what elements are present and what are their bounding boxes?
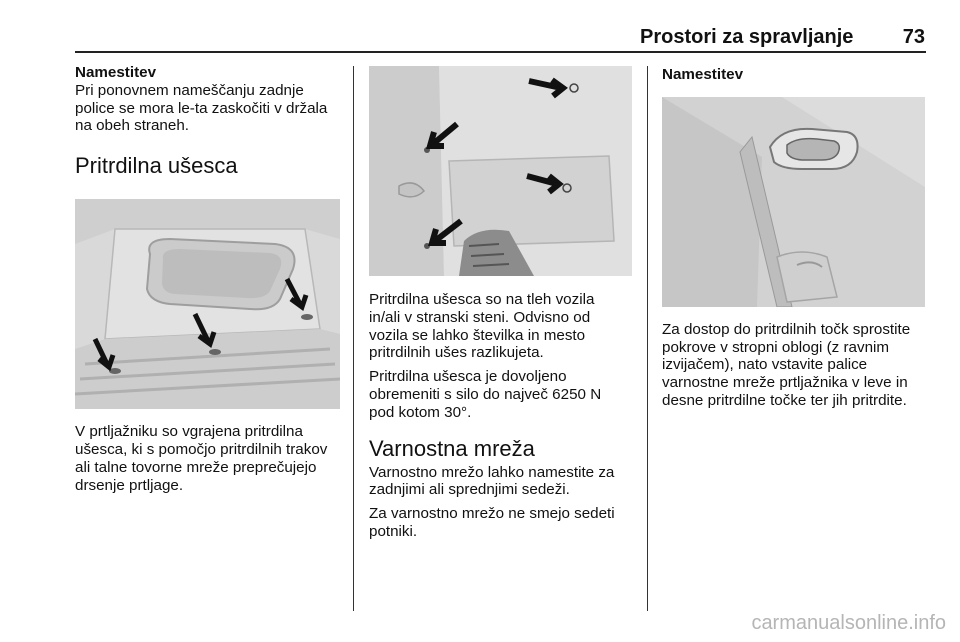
middle-paragraph-1 xyxy=(369,291,633,362)
text-line: ali talne tovorne mreže preprečujejo xyxy=(75,458,317,476)
text-line: Pri ponovnem nameščanju zadnje xyxy=(75,81,304,99)
section-title-safety-net: Varnostna mreža xyxy=(369,435,535,461)
text-line: pokrove v stropni oblogi (z ravnim xyxy=(662,338,890,356)
middle-paragraph-2 xyxy=(369,368,633,421)
figure-side-wall-anchors xyxy=(369,66,632,276)
middle-paragraph-3 xyxy=(369,464,633,500)
text-line: Za dostop do pritrdilnih točk sprostite xyxy=(662,320,911,338)
text-line: izvijačem), nato vstavite palice xyxy=(662,356,868,374)
text-line: zadnjimi ali sprednjimi sedeži. xyxy=(369,481,570,499)
cargo-floor-illustration xyxy=(75,199,340,409)
text-line: police se mora le-ta zaskočiti v držala xyxy=(75,99,328,117)
text-line: ušesca, ki s pomočjo pritrdilnih trakov xyxy=(75,440,328,458)
header-rule xyxy=(75,51,926,53)
roof-anchor-illustration xyxy=(662,97,925,307)
side-wall-illustration xyxy=(369,66,632,276)
page-header-title: Prostori za spravljanje xyxy=(640,26,854,48)
text-line: Pritrdilna ušesca so na tleh vozila xyxy=(369,291,595,308)
page-number: 73 xyxy=(902,26,925,48)
figure-cargo-floor-anchors xyxy=(75,199,340,409)
right-paragraph-1 xyxy=(662,321,928,410)
text-line: in/ali v stranski steni. Odvisno od xyxy=(369,308,591,326)
text-line: potniki. xyxy=(369,522,418,540)
text-line: vozila se lahko številka in mesto xyxy=(369,326,586,344)
text-line: desne pritrdilne točke ter jih pritrdite. xyxy=(662,391,907,409)
section-title-anchor-points: Pritrdilna ušesca xyxy=(75,153,238,179)
column-divider-left xyxy=(353,66,354,611)
right-subheading: Namestitev xyxy=(662,66,744,83)
text-line: varnostne mreže prtljažnika v leve in xyxy=(662,374,908,392)
text-line: Varnostno mrežo lahko namestite za xyxy=(369,463,615,481)
left-column xyxy=(75,64,341,500)
text-line: Za varnostno mrežo ne smejo sedeti xyxy=(369,505,615,523)
figure-roof-anchor-cover xyxy=(662,97,925,307)
left-paragraph-2 xyxy=(75,423,341,494)
text-line: V prtljažniku so vgrajena pritrdilna xyxy=(75,423,303,441)
left-subheading: Namestitev xyxy=(75,64,157,81)
text-line: na obeh straneh. xyxy=(75,117,189,135)
middle-paragraph-4 xyxy=(369,505,633,541)
right-column xyxy=(662,66,928,416)
middle-column xyxy=(369,66,633,547)
text-line: drsenje prtljage. xyxy=(75,476,184,494)
left-paragraph-1 xyxy=(75,82,341,135)
column-divider-right xyxy=(647,66,648,611)
text-line: pritrdilnih ušes razlikujeta. xyxy=(369,344,544,362)
text-line: pod kotom 30°. xyxy=(369,403,472,421)
watermark-text: carmanualsonline.info xyxy=(751,612,946,634)
text-line: Pritrdilna ušesca je dovoljeno xyxy=(369,368,567,386)
text-line: obremeniti s silo do največ 6250 N xyxy=(369,385,602,403)
